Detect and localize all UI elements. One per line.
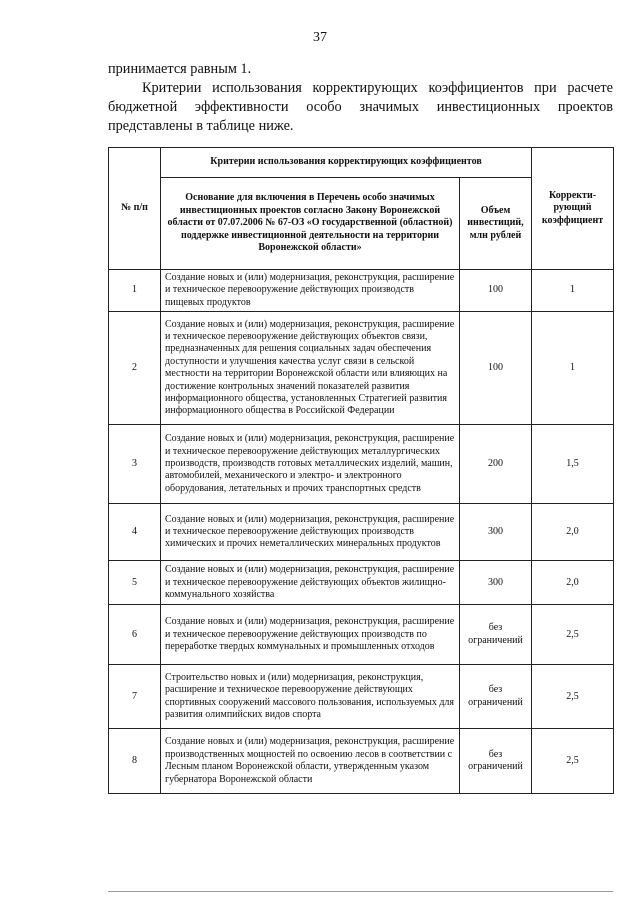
table-row bbox=[109, 729, 614, 794]
row-description: Создание новых и (или) модернизация, реконструкция, расширение производственных мощностей по освоению лесов в соответствии с Лесным планом Воронежской области, утвержденным указом губернатора Воронежской области bbox=[161, 729, 460, 794]
row-number: 4 bbox=[109, 504, 161, 561]
row-coefficient: 2,5 bbox=[532, 729, 614, 794]
row-investment-volume: 300 bbox=[460, 561, 532, 605]
row-coefficient: 1,5 bbox=[532, 425, 614, 504]
header-basis: Основание для включения в Перечень особо значимых инвестиционных проектов согласно Закону Воронежской области от 07.07.2006 № 67-ОЗ «О государственной (областной) поддержке инвестиционной деятельности на территории Воронежской области» bbox=[161, 178, 460, 270]
row-description: Создание новых и (или) модернизация, реконструкция, расширение и техническое перевооружение действующих объектов жилищно-коммунального хозяйства bbox=[161, 561, 460, 605]
table-body bbox=[109, 270, 614, 794]
row-coefficient: 2,0 bbox=[532, 561, 614, 605]
row-investment-volume: без ограничений bbox=[460, 729, 532, 794]
table-row bbox=[109, 504, 614, 561]
row-number: 3 bbox=[109, 425, 161, 504]
row-number: 7 bbox=[109, 665, 161, 729]
footer-rule bbox=[108, 891, 613, 892]
header-criteria-group: Критерии использования корректирующих коэффициентов bbox=[161, 148, 532, 178]
table-row bbox=[109, 665, 614, 729]
row-description: Создание новых и (или) модернизация, реконструкция, расширение и техническое перевооружение действующих металлургических производств, производств готовых металлических изделий, машин, автомобилей, механического и электро- и электронного оборудования, летательных и прочих транспортных средств bbox=[161, 425, 460, 504]
header-coefficient: Корректи-рующий коэффициент bbox=[532, 148, 614, 270]
row-number: 2 bbox=[109, 312, 161, 425]
header-num: № п/п bbox=[109, 148, 161, 270]
table-row bbox=[109, 270, 614, 312]
row-coefficient: 2,0 bbox=[532, 504, 614, 561]
table-row bbox=[109, 561, 614, 605]
table-row bbox=[109, 605, 614, 665]
page-number: 37 bbox=[313, 30, 327, 45]
row-number: 6 bbox=[109, 605, 161, 665]
row-description: Создание новых и (или) модернизация, реконструкция, расширение и техническое перевооружение действующих производств пищевых продуктов bbox=[161, 270, 460, 312]
row-investment-volume: 300 bbox=[460, 504, 532, 561]
table-row bbox=[109, 425, 614, 504]
intro-text bbox=[108, 60, 613, 136]
row-number: 5 bbox=[109, 561, 161, 605]
criteria-table bbox=[108, 147, 614, 794]
intro-line: принимается равным 1. bbox=[108, 61, 252, 77]
table-row bbox=[109, 312, 614, 425]
header-volume: Объем инвестиций, млн рублей bbox=[460, 178, 532, 270]
row-coefficient: 2,5 bbox=[532, 605, 614, 665]
row-description: Создание новых и (или) модернизация, реконструкция, расширение и техническое перевооружение действующих производств по переработке твердых коммунальных и промышленных отходов bbox=[161, 605, 460, 665]
row-number: 1 bbox=[109, 270, 161, 312]
row-coefficient: 2,5 bbox=[532, 665, 614, 729]
row-number: 8 bbox=[109, 729, 161, 794]
row-description: Создание новых и (или) модернизация, реконструкция, расширение и техническое перевооружение действующих производств химических и прочих неметаллических минеральных продуктов bbox=[161, 504, 460, 561]
row-description: Строительство новых и (или) модернизация, реконструкция, расширение и техническое перевооружение действующих спортивных сооружений массового пользования, используемых для развития олимпийских видов спорта bbox=[161, 665, 460, 729]
row-investment-volume: 200 bbox=[460, 425, 532, 504]
row-coefficient: 1 bbox=[532, 312, 614, 425]
intro-paragraph: Критерии использования корректирующих коэффициентов при расчете бюджетной эффективности особо значимых инвестиционных проектов представлены в таблице ниже. bbox=[108, 80, 613, 134]
row-investment-volume: без ограничений bbox=[460, 605, 532, 665]
row-investment-volume: 100 bbox=[460, 312, 532, 425]
row-investment-volume: 100 bbox=[460, 270, 532, 312]
row-coefficient: 1 bbox=[532, 270, 614, 312]
row-investment-volume: без ограничений bbox=[460, 665, 532, 729]
row-description: Создание новых и (или) модернизация, реконструкция, расширение и техническое перевооружение действующих объектов связи, предназначенных для решения социальных задач обеспечения доступности и улучшения качества услуг связи в сельской местности на территории Воронежской области или влияющих на достижение контрольных значений показателей развития информационного общества, установленных Стратегией развития информационного общества в Российской Федерации bbox=[161, 312, 460, 425]
